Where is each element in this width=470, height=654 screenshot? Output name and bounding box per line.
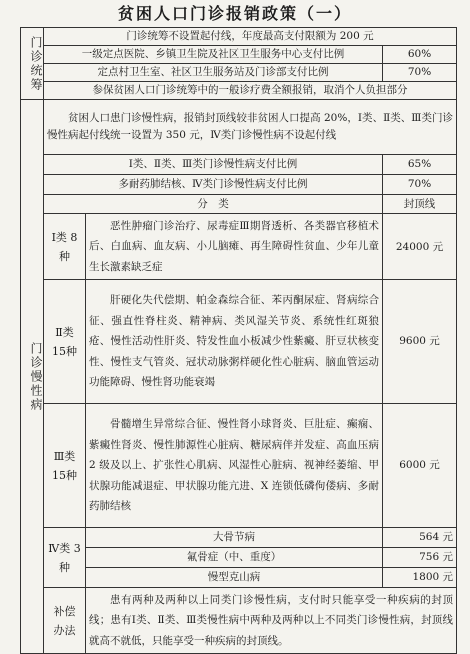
ratio-value: 70% (383, 64, 457, 82)
cap-header: 封顶线 (383, 195, 457, 214)
class-diseases: 恶性肿瘤门诊治疗、尿毒症Ⅲ期肾透析、各类器官移植术后、白血病、血友病、小儿脑瘫、再生障碍性贫血、少年儿童生长激素缺乏症 (86, 214, 383, 280)
disease-cap: 1800 元 (383, 568, 457, 588)
ratio-value: 70% (383, 175, 457, 195)
class-diseases: 骨髓增生异常综合征、慢性肾小球肾炎、巨肚症、癫痫、紫癜性肾炎、慢性肺源性心脏病、糖尿病伴并发症、高血压病 2 级及以上、扩张性心肌病、风湿性心脏病、视神经萎缩、甲状腺功能减退症、甲状腺功能亢进、X 连锁低磷佝偻病、多耐药肺结核 (86, 404, 383, 528)
compensation-row (21, 588, 457, 654)
class-row (21, 280, 457, 404)
class-cap: 24000 元 (383, 214, 457, 280)
class-label: Ⅰ类 8种 (44, 214, 86, 280)
class-cap: 9600 元 (383, 280, 457, 404)
class-label: Ⅳ类 3种 (44, 528, 86, 588)
ratio-value: 60% (383, 46, 457, 64)
compensation-label: 补偿办法 (44, 588, 86, 654)
outpatient-row (21, 28, 457, 46)
compensation-text: 患有两种及两种以上同类门诊慢性病，支付时只能享受一种疾病的封顶线；患有Ⅰ类、Ⅱ类、Ⅲ类慢性病中两种及两种以上不同类门诊慢性病，封顶线就高不就低，只能享受一种疾病的封顶线。 (86, 588, 457, 654)
class4-row (21, 528, 457, 548)
policy-table (20, 27, 457, 654)
disease-name: 慢型克山病 (86, 568, 383, 588)
ratio-label: Ⅰ类、Ⅱ类、Ⅲ类门诊慢性病支付比例 (44, 155, 383, 175)
chronic-section-label: 门诊慢性病 (21, 100, 44, 654)
ratio-value: 65% (383, 155, 457, 175)
disease-cap: 564 元 (383, 528, 457, 548)
category-header: 分 类 (44, 195, 383, 214)
class-row (21, 404, 457, 528)
chronic-intro: 贫困人口患门诊慢性病，报销封顶线较非贫困人口提高 20%，Ⅰ类、Ⅱ类、Ⅲ类门诊慢性病起付线统一设置为 350 元，Ⅳ类门诊慢性病不设起付线 (44, 100, 457, 155)
chronic-row (21, 100, 457, 155)
chronic-row (21, 155, 457, 175)
page-title: 贫困人口门诊报销政策（一） (117, 4, 352, 23)
outpatient-row (21, 46, 457, 64)
ratio-label: 多耐药肺结核、Ⅳ类门诊慢性病支付比例 (44, 175, 383, 195)
disease-name: 氟骨症（中、重度） (86, 548, 383, 568)
ratio-label: 一级定点医院、乡镇卫生院及社区卫生服务中心支付比例 (44, 46, 383, 64)
class4-row (21, 568, 457, 588)
chronic-row (21, 175, 457, 195)
class-row (21, 214, 457, 280)
class-label: Ⅲ类 15种 (44, 404, 86, 528)
class-cap: 6000 元 (383, 404, 457, 528)
class-diseases: 肝硬化失代偿期、帕金森综合征、苯丙酮尿症、肾病综合征、强直性脊柱炎、精神病、类风湿关节炎、系统性红斑狼疮、慢性活动性肝炎、特发性血小板减少性紫癜、肝豆状核变性、慢性支气管炎、冠状动脉粥样硬化性心脏病、脑血管运动功能障碍、慢性肾功能衰竭 (86, 280, 383, 404)
class4-row (21, 548, 457, 568)
disease-cap: 756 元 (383, 548, 457, 568)
ratio-label: 定点村卫生室、社区卫生服务站及门诊部支付比例 (44, 64, 383, 82)
outpatient-limit: 门诊统筹不设置起付线，年度最高支付限额为 200 元 (44, 28, 457, 46)
outpatient-row (21, 64, 457, 82)
class-label: Ⅱ类 15种 (44, 280, 86, 404)
disease-name: 大骨节病 (86, 528, 383, 548)
outpatient-section-label: 门诊统筹 (21, 28, 44, 100)
chronic-header-row (21, 195, 457, 214)
outpatient-note: 参保贫困人口门诊统筹中的一般诊疗费全额报销，取消个人负担部分 (44, 82, 457, 100)
outpatient-row (21, 82, 457, 100)
